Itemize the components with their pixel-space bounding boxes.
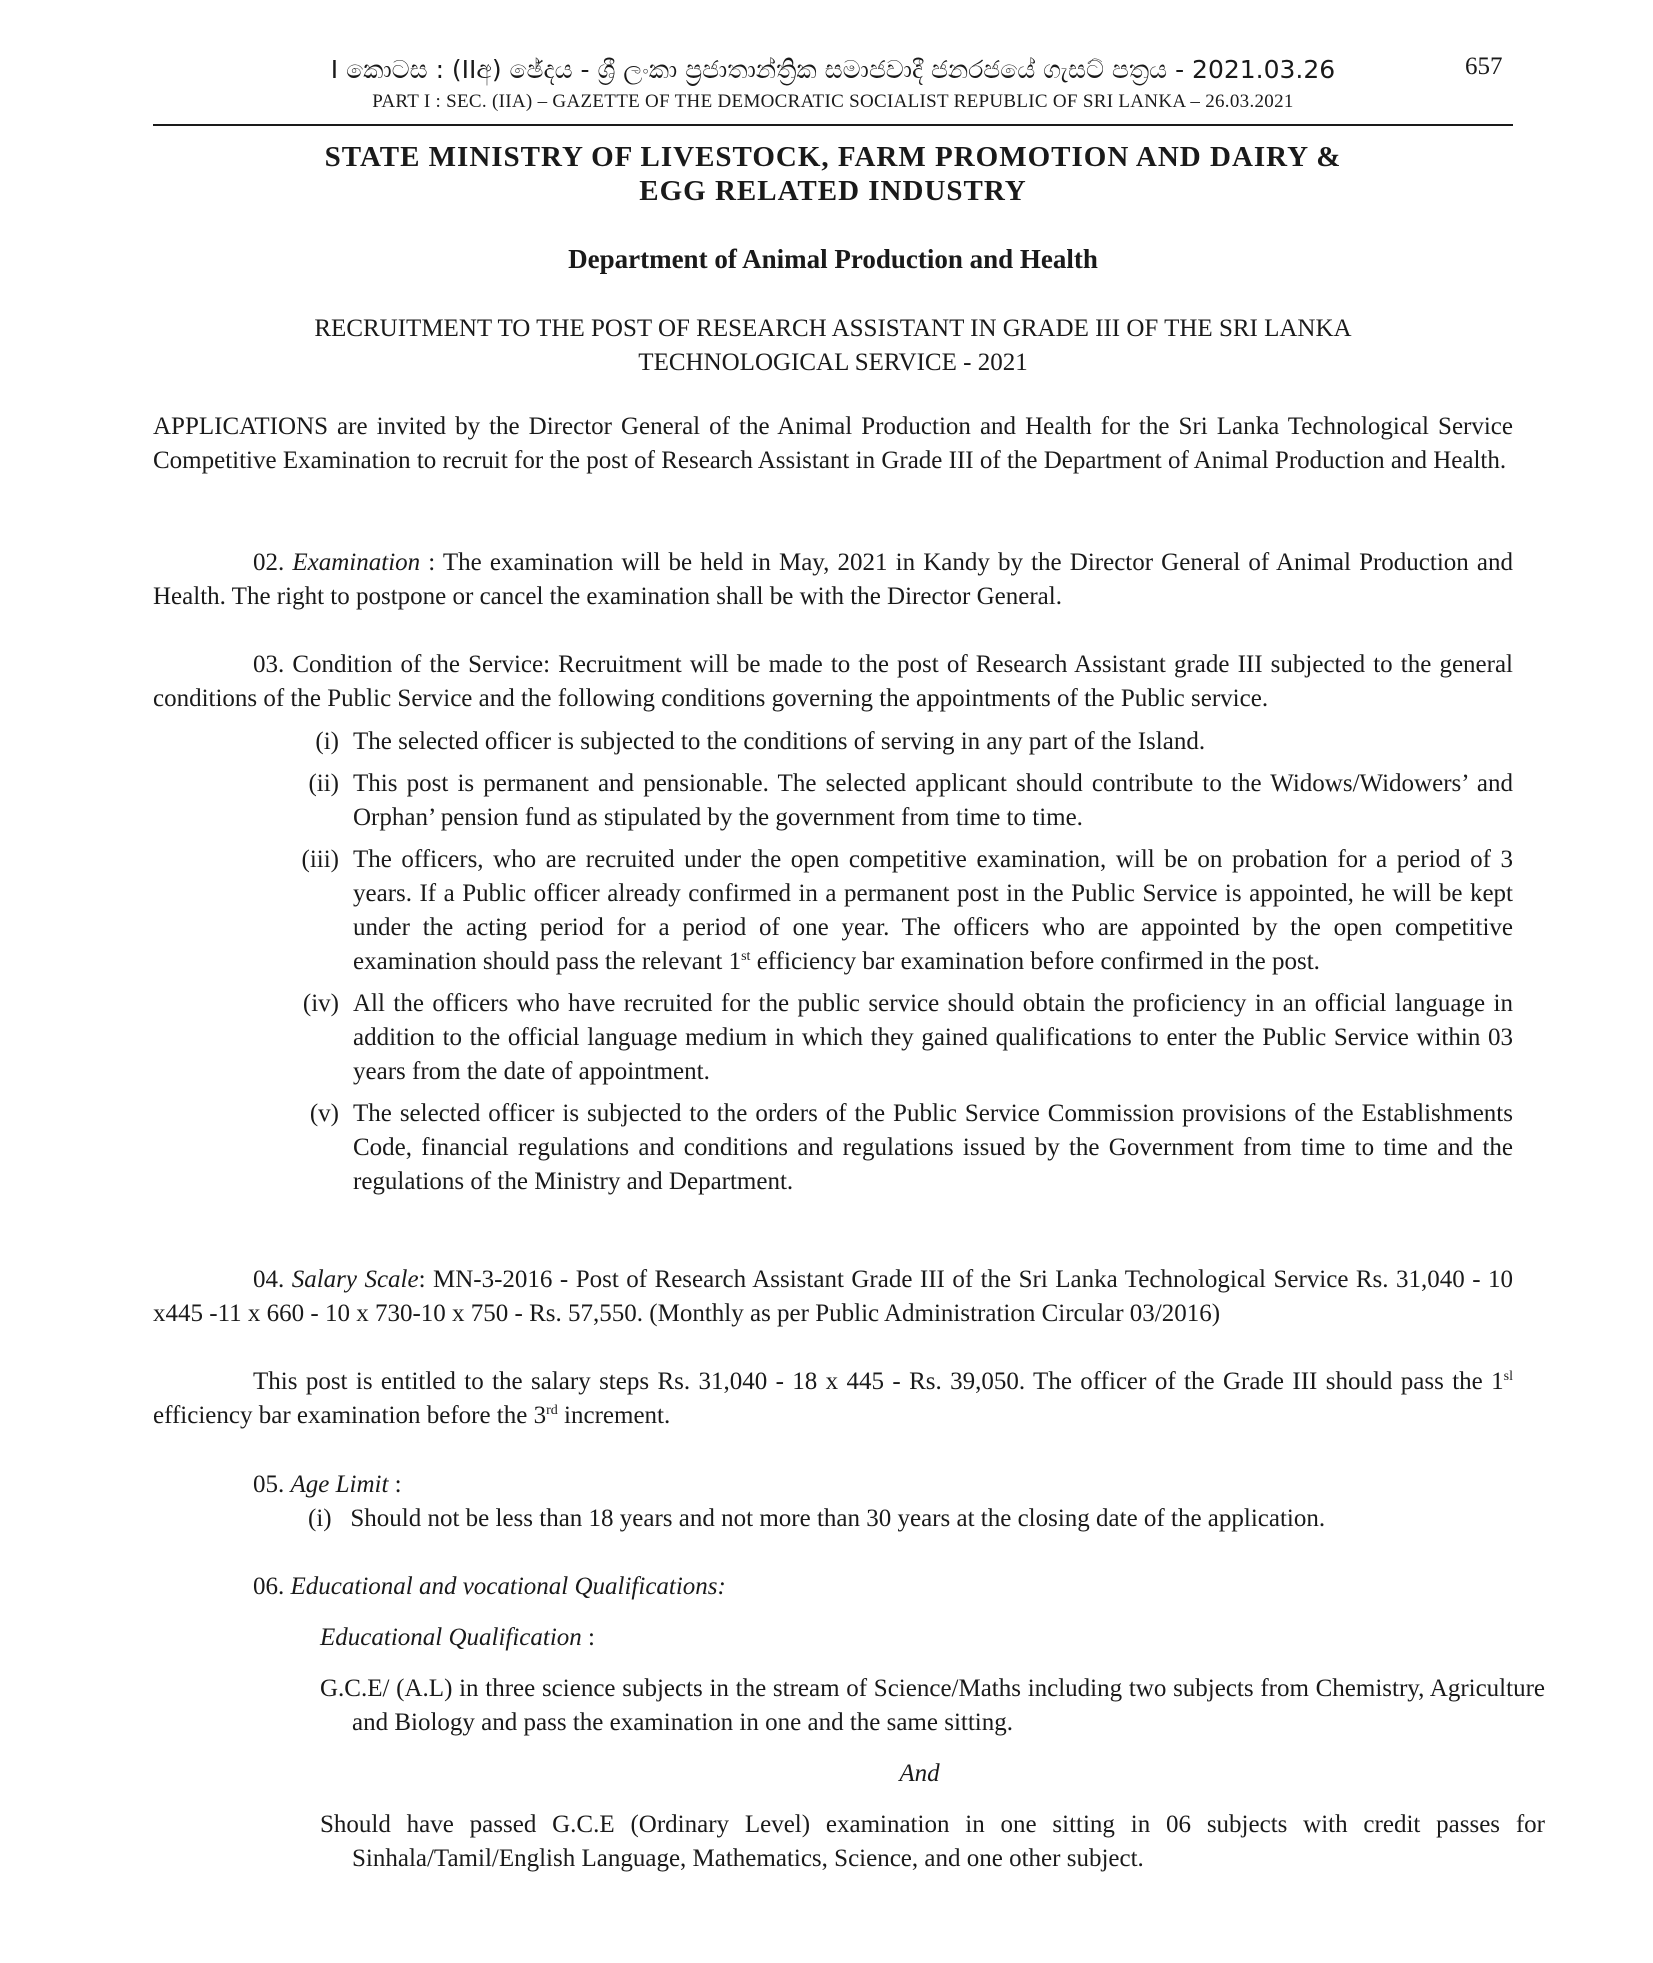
- list-item: [153, 767, 1513, 835]
- section-03-heading: Condition of the Service:: [292, 651, 551, 678]
- salary-steps-paragraph: [153, 1365, 1513, 1433]
- list-item-text: The selected officer is subjected to the conditions of serving in any part of the Island.: [353, 728, 1206, 755]
- salary-steps-text: This post is entitled to the salary steps Rs. 31,040 - 18 x 445 - Rs. 39,050. The officer of the Grade III should pass the 1: [253, 1368, 1504, 1395]
- section-03-text: Recruitment will be made to the post of Research Assistant grade III subjected to the general conditions of the Public Service and the following conditions governing the appointments of the Public service.: [153, 651, 1514, 712]
- section-03-number: 03.: [253, 651, 285, 678]
- section-05-age-limit: [253, 1468, 402, 1502]
- list-item-number: (iv): [302, 990, 339, 1017]
- section-02-heading: Examination: [292, 549, 421, 576]
- list-item-text: The officers, who are recruited under the open competitive examination, will be on probation for a period of 3 years. If a Public officer already confirmed in a permanent post in the Public Service is appointed, he will be kept under the acting period for a period of one year. The officers who are appointed by the open competitive examination should pass the relevant 1: [353, 846, 1513, 975]
- list-item-number: (i): [308, 1505, 332, 1532]
- recruitment-title-line2: TECHNOLOGICAL SERVICE - 2021: [638, 349, 1028, 376]
- intro-paragraph: APPLICATIONS are invited by the Director General of the Animal Production and Health for the Sri Lanka Technological Service Competitive Examination to recruit for the post of Research Assistant in Grade III of the Department of Animal Production and Health.: [153, 413, 1513, 474]
- page-number: 657: [1465, 53, 1503, 80]
- section-05-number: 05.: [253, 1471, 285, 1498]
- list-item-text-cont: efficiency bar examination before confirmed in the post.: [750, 948, 1320, 975]
- section-02-examination: [153, 546, 1513, 614]
- section-03-conditions-list: [153, 725, 1513, 1207]
- list-item-number: (ii): [308, 770, 339, 797]
- list-item: [153, 1097, 1513, 1199]
- gazette-header-sinhala: I කොටස : (IIඅ) ඡේදය - ශ්‍රී ලංකා ප්‍රජාතාන්ත්‍රික සමාජවාදී ජනරජයේ ගැසට් පත්‍රය - 2021.03.26: [330, 55, 1336, 84]
- department-title: Department of Animal Production and Health: [568, 244, 1098, 274]
- recruitment-title: [203, 312, 1463, 380]
- list-item-text: This post is permanent and pensionable. The selected applicant should contribute to the Widows/Widowers’ and Orphan’ pension fund as stipulated by the government from time to time.: [353, 770, 1513, 831]
- ministry-title-line1: STATE MINISTRY OF LIVESTOCK, FARM PROMOTION AND DAIRY &: [324, 141, 1342, 173]
- ministry-title: [253, 140, 1413, 208]
- superscript-sl: sl: [1503, 1369, 1513, 1384]
- salary-steps-text-end: increment.: [557, 1402, 671, 1429]
- recruitment-title-line1: RECRUITMENT TO THE POST OF RESEARCH ASSISTANT IN GRADE III OF THE SRI LANKA: [314, 315, 1352, 342]
- section-02-text: : The examination will be held in May, 2021 in Kandy by the Director General of Animal Production and Health. The right to postpone or cancel the examination shall be with the Director General.: [153, 549, 1513, 610]
- educational-qualification-colon: :: [581, 1624, 595, 1651]
- section-04-salary-scale: [153, 1263, 1513, 1331]
- superscript-st: st: [741, 949, 751, 964]
- section-05-heading: Age Limit: [290, 1471, 389, 1498]
- list-item: [153, 987, 1513, 1089]
- list-item-text: Should not be less than 18 years and not more than 30 years at the closing date of the application.: [350, 1505, 1326, 1532]
- section-05-colon: :: [388, 1471, 402, 1498]
- list-item-number: (iii): [301, 846, 339, 873]
- section-04-number: 04.: [253, 1266, 285, 1293]
- educational-qualification-heading: [320, 1621, 595, 1655]
- section-06-qualifications: [253, 1570, 726, 1604]
- section-02-number: 02.: [253, 549, 285, 576]
- list-item: [153, 843, 1513, 979]
- list-item-number: (i): [315, 728, 339, 755]
- section-05-item: [308, 1502, 1513, 1536]
- list-item-text: All the officers who have recruited for the public service should obtain the proficiency in an official language in addition to the official language medium in which they gained qualifications to enter the Public Service within 03 years from the date of appointment.: [353, 990, 1513, 1085]
- list-item: [153, 725, 1513, 759]
- and-connector: And: [899, 1760, 940, 1787]
- list-item-number: (v): [309, 1100, 339, 1127]
- salary-steps-text-cont: efficiency bar examination before the 3: [153, 1402, 547, 1429]
- section-04-text: : MN-3-2016 - Post of Research Assistant Grade III of the Sri Lanka Technological Service Rs. 31,040 - 10 x445 -11 x 660 - 10 x 730-10 x 750 - Rs. 57,550. (Monthly as per Public Administration Circular 03/2016): [153, 1266, 1513, 1327]
- gazette-header-english: PART I : SEC. (IIA) – GAZETTE OF THE DEMOCRATIC SOCIALIST REPUBLIC OF SRI LANKA – 26.03.2021: [372, 91, 1294, 112]
- section-06-heading: Educational and vocational Qualifications:: [290, 1573, 726, 1600]
- ministry-title-line2: EGG RELATED INDUSTRY: [639, 175, 1027, 207]
- al-qualification-paragraph: G.C.E/ (A.L) in three science subjects in the stream of Science/Maths including two subjects from Chemistry, Agriculture and Biology and pass the examination in one and the same sitting.: [320, 1675, 1545, 1736]
- section-04-heading: Salary Scale: [291, 1266, 419, 1293]
- superscript-rd: rd: [546, 1403, 558, 1418]
- list-item-text: The selected officer is subjected to the orders of the Public Service Commission provisions of the Establishments Code, financial regulations and conditions and regulations issued by the Government from time to time and the regulations of the Ministry and Department.: [353, 1100, 1513, 1195]
- educational-qualification-label: Educational Qualification: [320, 1624, 582, 1651]
- ol-qualification-paragraph: Should have passed G.C.E (Ordinary Level) examination in one sitting in 06 subjects with credit passes for Sinhala/Tamil/English Language, Mathematics, Science, and one other subject.: [320, 1811, 1545, 1872]
- header-rule: [153, 124, 1513, 126]
- section-06-number: 06.: [253, 1573, 285, 1600]
- section-03-conditions: [153, 648, 1513, 716]
